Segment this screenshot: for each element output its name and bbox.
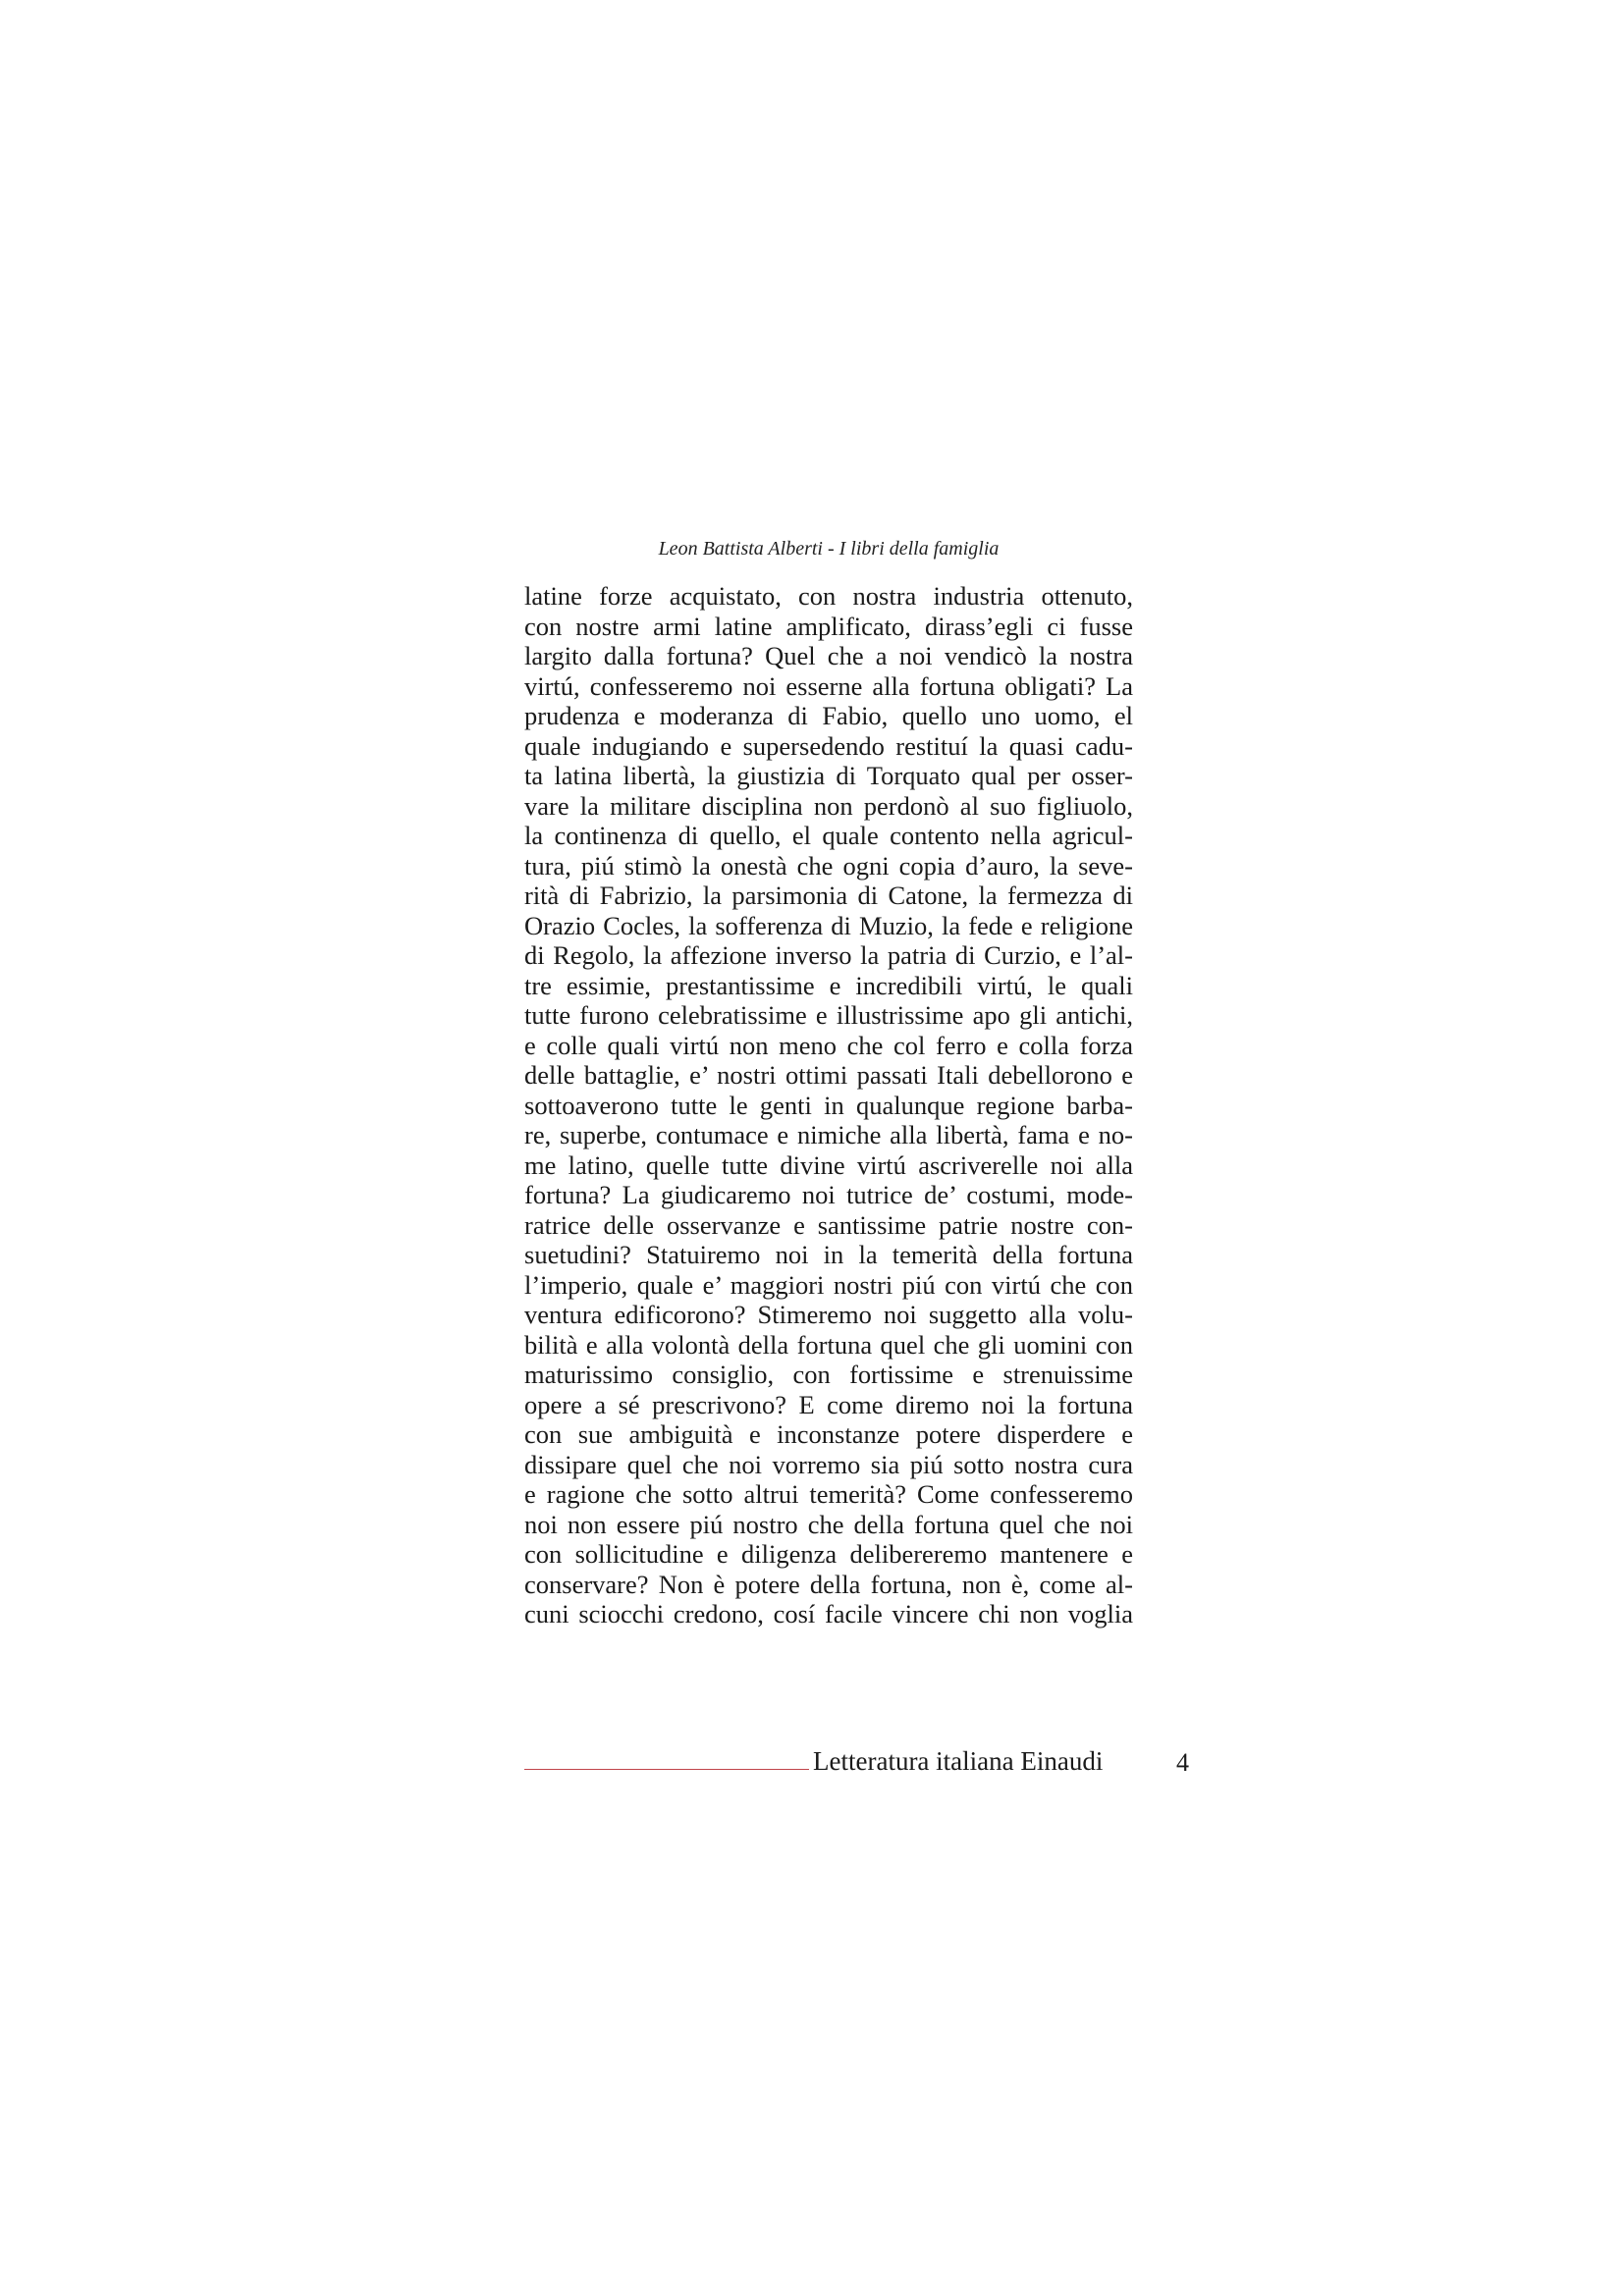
text-line: ventura edificorono? Stimeremo noi suggetto alla volu- bbox=[524, 1300, 1133, 1329]
text-line: vare la militare disciplina non perdonò al suo figliuolo, bbox=[524, 790, 1133, 821]
page-number: 4 bbox=[1176, 1748, 1189, 1777]
body-text bbox=[524, 581, 1133, 1629]
text-line: tutte furono celebratissime e illustrissime apo gli antichi, bbox=[524, 1000, 1133, 1030]
text-line: quale indugiando e supersedendo restituí la quasi cadu- bbox=[524, 730, 1133, 761]
text-line: conservare? Non è potere della fortuna, non è, come al- bbox=[524, 1569, 1133, 1599]
text-line: sottoaverono tutte le genti in qualunque regione barba- bbox=[524, 1090, 1133, 1120]
text-line: con sue ambiguità e inconstanze potere disperdere e bbox=[524, 1419, 1133, 1449]
text-line: tura, piú stimò la onestà che ogni copia d’auro, la seve- bbox=[524, 850, 1133, 881]
text-line: cuni sciocchi credono, cosí facile vincere chi non voglia bbox=[524, 1599, 1133, 1629]
text-line: maturissimo consiglio, con fortissime e strenuissime bbox=[524, 1360, 1133, 1389]
text-line: fortuna? La giudicaremo noi tutrice de’ costumi, mode- bbox=[524, 1180, 1133, 1209]
text-line: Orazio Cocles, la sofferenza di Muzio, la fede e religione bbox=[524, 910, 1133, 940]
text-line: suetudini? Statuiremo noi in la temerità della fortuna bbox=[524, 1240, 1133, 1269]
text-line: ratrice delle osservanze e santissime patrie nostre con- bbox=[524, 1209, 1133, 1240]
text-line: e ragione che sotto altrui temerità? Come confesseremo bbox=[524, 1479, 1133, 1509]
text-line: con nostre armi latine amplificato, dirass’egli ci fusse bbox=[524, 611, 1133, 641]
page-footer bbox=[524, 1743, 1196, 1783]
footer-rule bbox=[524, 1769, 809, 1770]
running-header: Leon Battista Alberti - I libri della famiglia bbox=[658, 538, 1000, 560]
text-line: l’imperio, quale e’ maggiori nostri piú con virtú che con bbox=[524, 1269, 1133, 1300]
text-line: bilità e alla volontà della fortuna quel che gli uomini con bbox=[524, 1329, 1133, 1360]
text-line: opere a sé prescrivono? E come diremo noi la fortuna bbox=[524, 1389, 1133, 1419]
text-line: virtú, confesseremo noi esserne alla fortuna obligati? La bbox=[524, 670, 1133, 701]
text-line: rità di Fabrizio, la parsimonia di Catone, la fermezza di bbox=[524, 881, 1133, 910]
text-line: noi non essere piú nostro che della fortuna quel che noi bbox=[524, 1509, 1133, 1539]
text-line: prudenza e moderanza di Fabio, quello uno uomo, el bbox=[524, 701, 1133, 730]
text-line: latine forze acquistato, con nostra industria ottenuto, bbox=[524, 581, 1133, 611]
text-line: largito dalla fortuna? Quel che a noi vendicò la nostra bbox=[524, 641, 1133, 670]
text-line: di Regolo, la affezione inverso la patria di Curzio, e l’al- bbox=[524, 940, 1133, 970]
text-line: ta latina libertà, la giustizia di Torquato qual per osser- bbox=[524, 761, 1133, 790]
text-line: delle battaglie, e’ nostri ottimi passati Itali debellorono e bbox=[524, 1060, 1133, 1090]
text-line: e colle quali virtú non meno che col ferro e colla forza bbox=[524, 1030, 1133, 1060]
text-line: con sollicitudine e diligenza delibereremo mantenere e bbox=[524, 1539, 1133, 1569]
text-line: me latino, quelle tutte divine virtú ascriverelle noi alla bbox=[524, 1149, 1133, 1180]
text-line: re, superbe, contumace e nimiche alla libertà, fama e no- bbox=[524, 1120, 1133, 1149]
text-line: tre essimie, prestantissime e incredibili virtú, le quali bbox=[524, 970, 1133, 1000]
text-line: dissipare quel che noi vorremo sia piú sotto nostra cura bbox=[524, 1449, 1133, 1479]
text-line: la continenza di quello, el quale contento nella agricul- bbox=[524, 821, 1133, 850]
footer-publisher: Letteratura italiana Einaudi bbox=[813, 1746, 1104, 1776]
